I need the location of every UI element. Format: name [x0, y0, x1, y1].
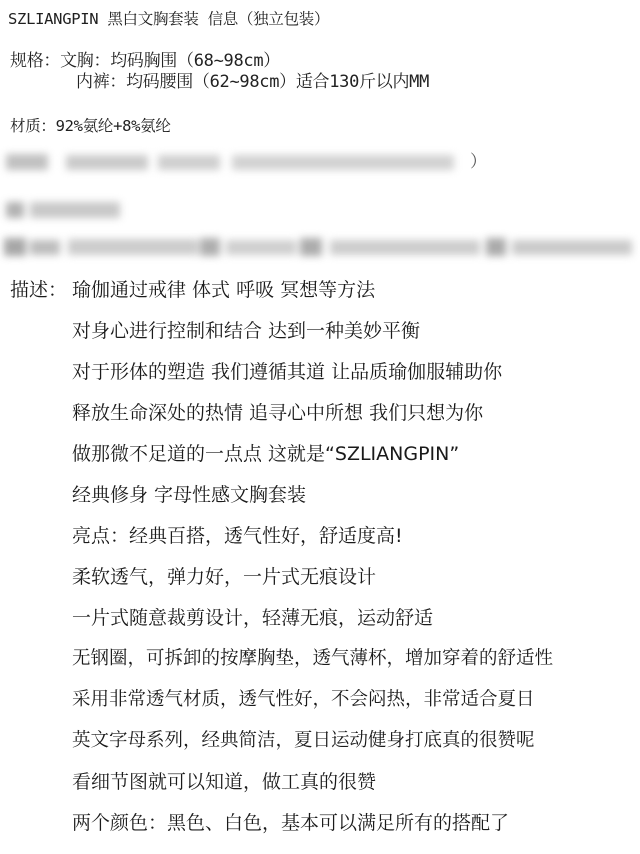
description-line: 瑜伽通过戒律 体式 呼吸 冥想等方法	[72, 279, 376, 301]
description-line: 亮点：经典百搭，透气性好，舒适度高!	[72, 525, 403, 547]
description-line: 做那微不足道的一点点 这就是“SZLIANGPIN”	[72, 443, 460, 465]
redacted-row-3	[0, 232, 640, 262]
spec-panties-size: 内裤：均码腰围（62~98cm）适合130斤以内MM	[76, 72, 430, 92]
description-line: 看细节图就可以知道，做工真的很赞	[72, 771, 377, 793]
redacted-row-tail: ）	[470, 152, 487, 172]
description-label: 描述：	[10, 279, 68, 301]
description-line: 经典修身 字母性感文胸套装	[72, 484, 307, 506]
description-line: 采用非常透气材质，透气性好，不会闷热，非常适合夏日	[72, 689, 535, 710]
description-line: 释放生命深处的热情 追寻心中所想 我们只想为你	[72, 402, 484, 424]
description-line: 两个颜色：黑色、白色，基本可以满足所有的搭配了	[72, 812, 510, 834]
description-line: 对于形体的塑造 我们遵循其道 让品质瑜伽服辅助你	[72, 361, 503, 383]
spec-label: 规格：	[10, 51, 61, 71]
description-line: 对身心进行控制和结合 达到一种美妙平衡	[72, 320, 421, 342]
spec-row-panties	[10, 71, 429, 93]
description-line: 一片式随意裁剪设计，轻薄无痕，运动舒适	[72, 607, 434, 629]
description-line: 无钢圈，可拆卸的按摩胸垫，透气薄杯，增加穿着的舒适性	[72, 648, 554, 669]
description-line: 柔软透气，弹力好，一片式无痕设计	[72, 566, 377, 588]
header-title: SZLIANGPIN 黑白文胸套装 信息（独立包装）	[8, 10, 330, 28]
material-line: 材质：92%氨纶+8%氨纶	[10, 117, 171, 135]
spec-row-bra	[10, 50, 280, 72]
redacted-row-1	[0, 146, 640, 176]
description-line: 英文字母系列，经典简洁，夏日运动健身打底真的很赞呢	[72, 730, 535, 751]
spec-bra-size: 文胸：均码胸围（68~98cm）	[60, 51, 280, 71]
redacted-row-2	[0, 194, 200, 224]
